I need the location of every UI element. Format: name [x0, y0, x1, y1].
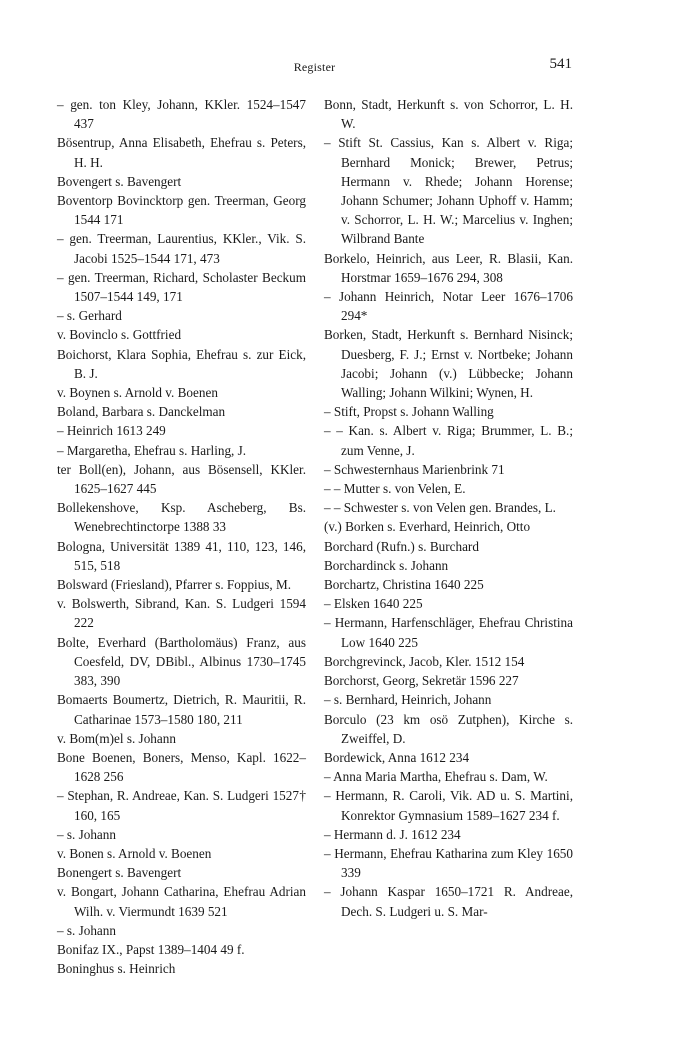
index-entry: – s. Gerhard — [57, 308, 122, 324]
index-entry: – Heinrich 1613 249 — [57, 423, 166, 439]
index-entry: Borchardinck s. Johann — [324, 557, 449, 573]
index-entry: Bonengert s. Bavengert — [57, 865, 182, 881]
index-entry: – s. Johann — [57, 826, 116, 842]
index-entry: (v.) Borken s. Everhard, Heinrich, Otto — [324, 519, 531, 535]
index-entry: Bösentrup, Anna Elisabeth, Ehefrau s. Peters, H. H. — [57, 135, 306, 170]
index-entry: Bomaerts Boumertz, Dietrich, R. Mauritii, R. Catharinae 1573–1580 180, 211 — [57, 692, 306, 727]
index-entry: – Anna Maria Martha, Ehefrau s. Dam, W. — [324, 769, 548, 785]
index-entry: Borchorst, Georg, Sekretär 1596 227 — [324, 673, 519, 689]
index-entry: – Hermann, Harfenschläger, Ehefrau Christina Low 1640 225 — [324, 615, 573, 650]
index-entry: Boichorst, Klara Sophia, Ehefrau s. zur Eick, B. J. — [57, 346, 306, 381]
index-entry: Boninghus s. Heinrich — [57, 961, 176, 977]
index-entry: Boventorp Bovincktorp gen. Treerman, Georg 1544 171 — [57, 193, 306, 228]
index-entry: – Elsken 1640 225 — [324, 596, 423, 612]
index-entry: – gen. Treerman, Richard, Scholaster Beckum 1507–1544 149, 171 — [57, 269, 306, 305]
running-head: Register — [293, 60, 336, 74]
index-entry: – Stephan, R. Andreae, Kan. S. Ludgeri 1527† 160, 165 — [57, 788, 306, 823]
index-entry: v. Boynen s. Arnold v. Boenen — [57, 385, 218, 401]
index-entry: – Stift, Propst s. Johann Walling — [324, 404, 494, 420]
left-column — [57, 95, 306, 978]
index-entry: ter Boll(en), Johann, aus Bösensell, KKler. 1625–1627 445 — [57, 461, 306, 497]
index-entry: – s. Johann — [57, 922, 116, 938]
page-number: 541 — [549, 56, 572, 72]
right-column — [324, 95, 573, 921]
index-entry: v. Bongart, Johann Catharina, Ehefrau Adrian Wilh. v. Viermundt 1639 521 — [57, 884, 306, 919]
index-entry: Bone Boenen, Boners, Menso, Kapl. 1622–1628 256 — [57, 749, 306, 785]
index-entry: Bollekenshove, Ksp. Ascheberg, Bs. Wenebrechtinctorpe 1388 33 — [57, 500, 306, 535]
index-entry: v. Bonen s. Arnold v. Boenen — [57, 845, 212, 861]
index-entry: – s. Bernhard, Heinrich, Johann — [324, 692, 492, 708]
index-entry: – Johann Kaspar 1650–1721 R. Andreae, Dech. S. Ludgeri u. S. Mar- — [324, 884, 573, 919]
index-entry: Borkelo, Heinrich, aus Leer, R. Blasii, Kan. Horstmar 1659–1676 294, 308 — [324, 250, 573, 285]
index-entry: Bonifaz IX., Papst 1389–1404 49 f. — [57, 941, 245, 957]
index-entry: – Schwesternhaus Marienbrink 71 — [324, 461, 505, 477]
index-entry: Borchartz, Christina 1640 225 — [324, 577, 484, 593]
index-entry: v. Bolswerth, Sibrand, Kan. S. Ludgeri 1594 222 — [57, 596, 306, 631]
index-entry: Bovengert s. Bavengert — [57, 173, 182, 189]
index-entry: Boland, Barbara s. Danckelman — [57, 404, 226, 420]
index-entry: Bologna, Universität 1389 41, 110, 123, 146, 515, 518 — [57, 538, 306, 573]
index-entry: Bonn, Stadt, Herkunft s. von Schorror, L. H. W. — [324, 97, 573, 132]
index-entry: – Johann Heinrich, Notar Leer 1676–1706 294* — [324, 289, 573, 324]
index-entry: – gen. ton Kley, Johann, KKler. 1524–1547 437 — [57, 97, 306, 132]
page-header — [57, 52, 572, 74]
index-entry: v. Bovinclo s. Gottfried — [57, 327, 182, 343]
index-entry: Bolte, Everhard (Bartholomäus) Franz, aus Coesfeld, DV, DBibl., Albinus 1730–1745 383, 390 — [57, 634, 306, 689]
index-entry: Borchgrevinck, Jacob, Kler. 1512 154 — [324, 653, 525, 669]
index-entry: Bordewick, Anna 1612 234 — [324, 749, 470, 765]
index-entry: – Hermann, Ehefrau Katharina zum Kley 1650 339 — [324, 845, 573, 881]
index-entry: – Hermann d. J. 1612 234 — [324, 826, 461, 842]
index-entry: v. Bom(m)el s. Johann — [57, 730, 176, 746]
index-entry: Borken, Stadt, Herkunft s. Bernhard Nisinck; Duesberg, F. J.; Ernst v. Nortbeke; Johann Jacobi; Johann (v.) Lübbecke; Johann Walling; Johann Wilkini; Wynen, H. — [324, 327, 573, 401]
index-entry: – Margaretha, Ehefrau s. Harling, J. — [57, 442, 247, 458]
index-entry: – – Kan. s. Albert v. Riga; Brummer, L. B.; zum Venne, J. — [324, 423, 573, 458]
index-entry: Bolsward (Friesland), Pfarrer s. Foppius, M. — [57, 577, 292, 593]
index-entry: – – Schwester s. von Velen gen. Brandes, L. — [324, 500, 556, 516]
index-entry: – Hermann, R. Caroli, Vik. AD u. S. Martini, Konrektor Gymnasium 1589–1627 234 f. — [324, 788, 573, 823]
index-entry: Borchard (Rufn.) s. Burchard — [324, 538, 479, 554]
index-entry: – Stift St. Cassius, Kan s. Albert v. Riga; Bernhard Monick; Brewer, Petrus; Hermann v. Rhede; Johann Horense; Johann Schumer; Johann Uphoff v. Hamm; v. Schorror, L. H. W.; Marcelius v. Inghen; Wilbrand Bante — [324, 135, 573, 247]
index-entry: – gen. Treerman, Laurentius, KKler., Vik. S. Jacobi 1525–1544 171, 473 — [57, 231, 306, 266]
index-entry: – – Mutter s. von Velen, E. — [324, 481, 466, 497]
index-entry: Borculo (23 km osö Zutphen), Kirche s. Zweiffel, D. — [324, 711, 573, 746]
